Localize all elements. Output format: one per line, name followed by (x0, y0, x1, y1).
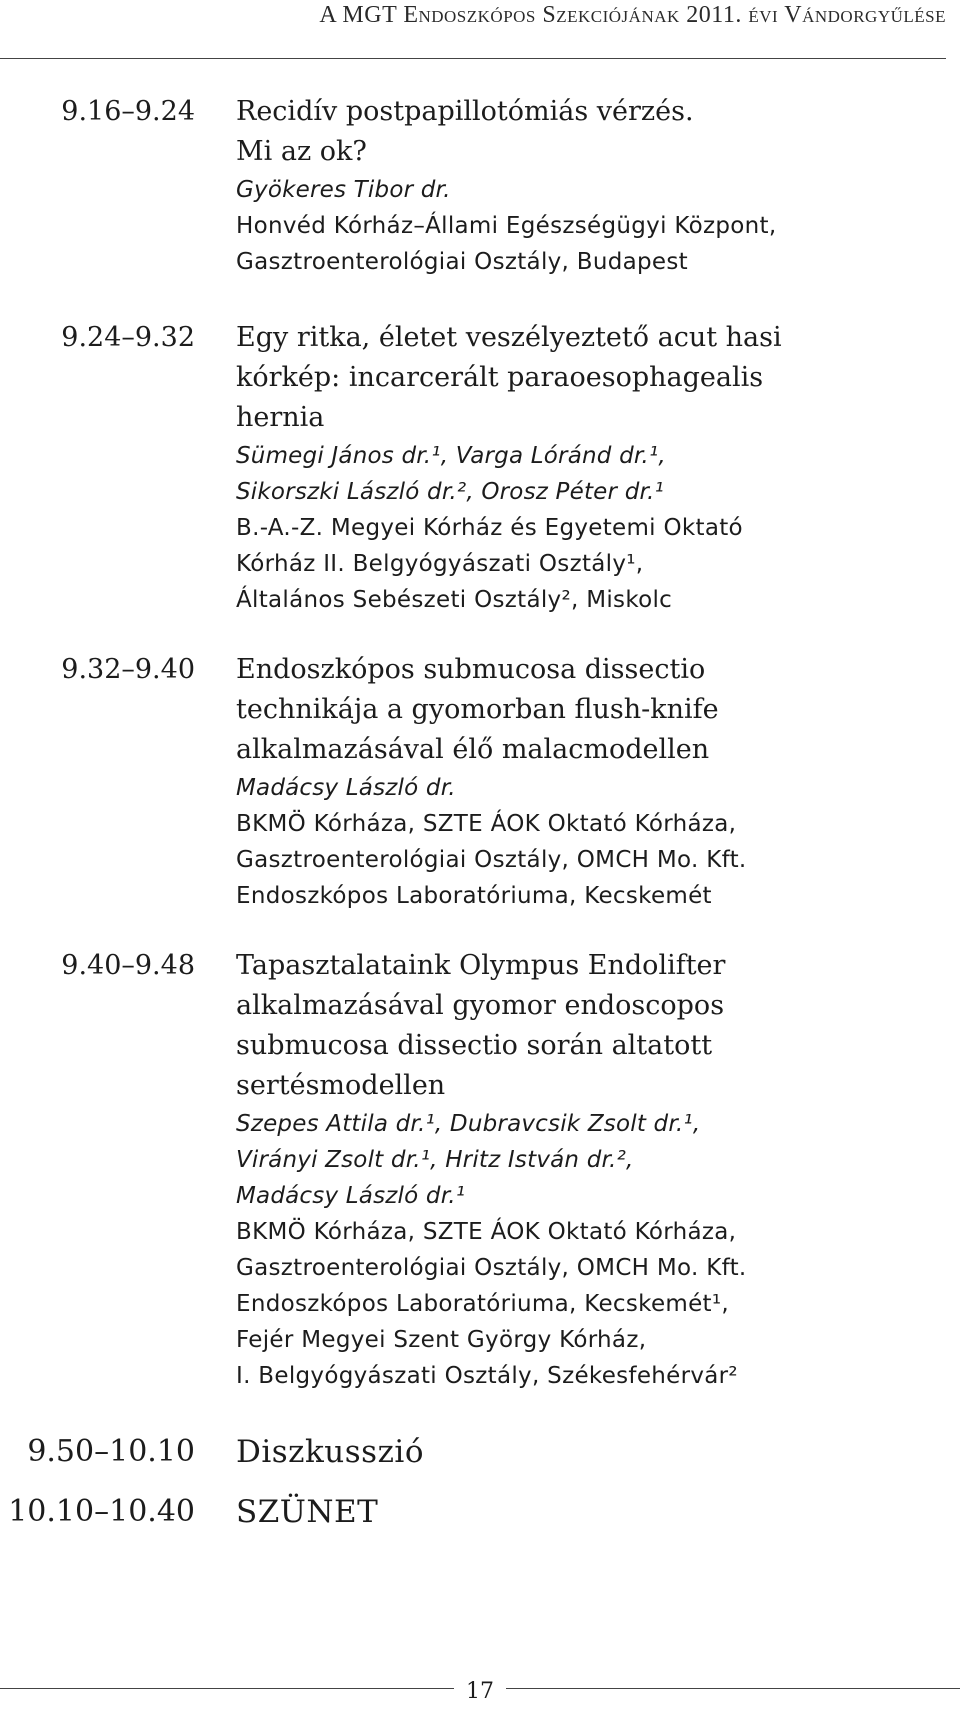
entry-title-line: alkalmazásával élő malacmodellen (236, 734, 710, 765)
entry-institution: Fejér Megyei Szent György Kórház, (236, 1327, 647, 1353)
entry-authors: Sikorszki László dr.², Orosz Péter dr.¹ (236, 479, 664, 505)
entry-authors: Madácsy László dr. (236, 775, 456, 801)
entry-authors: Szepes Attila dr.¹, Dubravcsik Zsolt dr.¹, (236, 1111, 701, 1137)
entry-institution: Gasztroenterológiai Osztály, OMCH Mo. Kft. (236, 1255, 747, 1281)
entry-title-line: Endoszkópos submucosa dissectio (236, 654, 706, 685)
entry-institution: Endoszkópos Laboratóriuma, Kecskemét¹, (236, 1291, 730, 1317)
entry-authors: Gyökeres Tibor dr. (236, 177, 451, 203)
entry-institution: Endoszkópos Laboratóriuma, Kecskemét (236, 883, 712, 909)
entry-authors: Madácsy László dr.¹ (236, 1183, 466, 1209)
entry-body (236, 650, 956, 914)
entry-title-line: technikája a gyomorban flush-knife (236, 694, 719, 725)
header-title: A MGT Endoszkópos Szekciójának 2011. évi Vándorgyűlése (319, 2, 946, 28)
entry-time: 10.10–10.40 (8, 1494, 195, 1529)
entry-institution: BKMÖ Kórháza, SZTE ÁOK Oktató Kórháza, (236, 811, 737, 837)
entry-institution: B.-A.-Z. Megyei Kórház és Egyetemi Oktató (236, 515, 743, 541)
entry-title-line: submucosa dissectio során altatott (236, 1030, 713, 1061)
page-number: 17 (454, 1679, 506, 1704)
entry-title-line: Tapasztalataink Olympus Endolifter (236, 950, 726, 981)
entry-institution: I. Belgyógyászati Osztály, Székesfehérvár² (236, 1363, 738, 1389)
entry-title-line: Diszkusszió (236, 1434, 424, 1470)
entry-institution: Kórház II. Belgyógyászati Osztály¹, (236, 551, 644, 577)
entry-body (236, 92, 956, 280)
entry-title-line: kórkép: incarcerált paraoesophagealis (236, 362, 764, 393)
entry-title-line: hernia (236, 402, 325, 433)
entry-body (236, 1490, 956, 1534)
entry-title-line: SZÜNET (236, 1494, 379, 1530)
entry-title-line: Egy ritka, életet veszélyeztető acut hasi (236, 322, 782, 353)
entry-time: 9.24–9.32 (61, 322, 195, 353)
entry-title-line: Mi az ok? (236, 136, 367, 167)
entry-institution: Honvéd Kórház–Állami Egészségügyi Központ, (236, 213, 777, 239)
entry-time: 9.50–10.10 (27, 1434, 195, 1469)
running-header (0, 0, 946, 59)
entry-institution: BKMÖ Kórháza, SZTE ÁOK Oktató Kórháza, (236, 1219, 737, 1245)
entry-authors: Virányi Zsolt dr.¹, Hritz István dr.², (236, 1147, 634, 1173)
entry-institution: Gasztroenterológiai Osztály, Budapest (236, 249, 688, 275)
entry-time: 9.40–9.48 (61, 950, 195, 981)
page-number-box (0, 1678, 960, 1706)
entry-institution: Gasztroenterológiai Osztály, OMCH Mo. Kft. (236, 847, 747, 873)
entry-body (236, 318, 956, 618)
entry-authors: Sümegi János dr.¹, Varga Lóránd dr.¹, (236, 443, 666, 469)
entry-title-line: sertésmodellen (236, 1070, 446, 1101)
entry-body (236, 1430, 956, 1474)
entry-institution: Általános Sebészeti Osztály², Miskolc (236, 587, 673, 613)
entry-time: 9.32–9.40 (61, 654, 195, 685)
entry-body (236, 946, 956, 1394)
entry-title-line: Recidív postpapillotómiás vérzés. (236, 96, 694, 127)
entry-time: 9.16–9.24 (61, 96, 195, 127)
entry-title-line: alkalmazásával gyomor endoscopos (236, 990, 725, 1021)
